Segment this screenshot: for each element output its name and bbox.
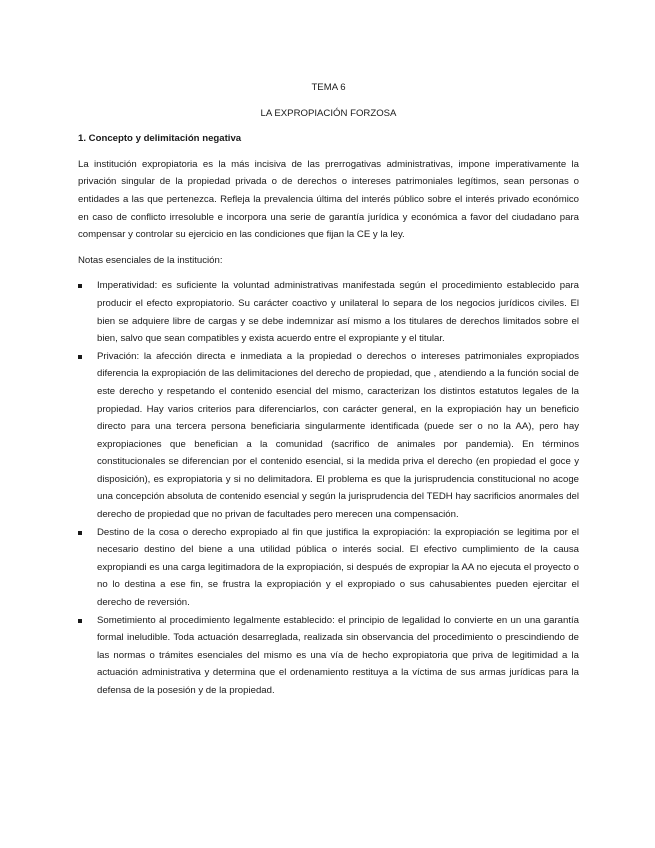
bullet-icon [78,531,82,535]
list-item [78,348,579,524]
bullet-icon [78,355,82,359]
document-title: TEMA 6 [311,82,346,93]
list-item-text: Privación: la afección directa e inmediata a la propiedad o derechos o intereses patrimoniales expropiados diferencia la expropiación de las delimitaciones del derecho de propiedad, que , atendiendo a la función social de este derecho y respetando el contenido esencial del mismo, caracterizan los distintos estatutos legales de la propiedad. Hay varios criterios para diferenciarlos, con carácter general, en la expropiación hay un beneficio directo para una tercera persona beneficiaria singularmente identificada (puede ser o no la AA), pero hay expropiaciones que benefician a la comunidad (sacrifico de animales por pandemia). En términos constitucionales se diferencian por el contenido esencial, si la medida priva el derecho (en propiedad el goce y disposición), es expropiatoria y si no delimitadora. El problema es que la jurisprudencia constitucional no acoge una concepción absoluta de contenido esencial y según la jurisprudencia del TEDH hay sacrificios anormales del derecho de propiedad que no privan de facultades pero merecen una compensación. [97,350,579,521]
list-item [78,612,579,700]
notes-list [78,277,579,699]
document-body [78,79,579,700]
list-item [78,277,579,347]
list-item [78,524,579,612]
bullet-icon [78,619,82,623]
section-heading: 1. Concepto y delimitación negativa [78,133,242,145]
intro-paragraph: La institución expropiatoria es la más incisiva de las prerrogativas administrativas, impone imperativamente la privación singular de la propiedad privada o de derechos o intereses patrimoniales legítimos, sean personas o entidades a las que pertenezca. Refleja la prevalencia última del interés público sobre el interés privado económico en caso de conflicto irresoluble e incorpora una serie de garantía jurídica y económica a favor del ciudadano para compensar y controlar su ejercicio en las condiciones que fijan la CE y la ley. [78,158,579,241]
list-item-text: Imperatividad: es suficiente la voluntad administrativas manifestada según el procedimiento establecido para producir el efecto expropiatorio. Su carácter coactivo y unilateral lo separa de los negocios jurídicos civiles. El bien se adquiere libre de cargas y se debe indemnizar así mismo a los titulares de derechos limitados sobre el bien, salvo que sean compatibles y exista acuerdo entre el expropiante y el titular. [97,280,579,345]
notes-intro: Notas esenciales de la institución: [78,254,223,266]
list-item-text: Sometimiento al procedimiento legalmente establecido: el principio de legalidad lo convierte en un una garantía formal ineludible. Toda actuación desarreglada, realizada sin observancia del procedimiento o prescindiendo de las normas o trámites esenciales del mismo es una vía de hecho expropiatoria que priva de legitimidad a la actuación administrativa y determina que el ordenamiento restituya a la víctima de sus armas jurídicas para la defensa de la posesión y de la propiedad. [97,614,579,696]
bullet-icon [78,284,82,288]
list-item-text: Destino de la cosa o derecho expropiado al fin que justifica la expropiación: la expropiación se legitima por el necesario destino del biene a una utilidad pública o interés social. El efectivo cumplimiento de la causa expropiandi es una carga legitimadora de la expropiación, si después de expropiar la AA no ejecuta el proyecto o no lo destina a ese fin, se frustra la expropiación y el expropiado o sus cahusabientes pueden ejercitar el derecho de reversión. [97,526,579,609]
document-subtitle: LA EXPROPIACIÓN FORZOSA [260,107,397,119]
